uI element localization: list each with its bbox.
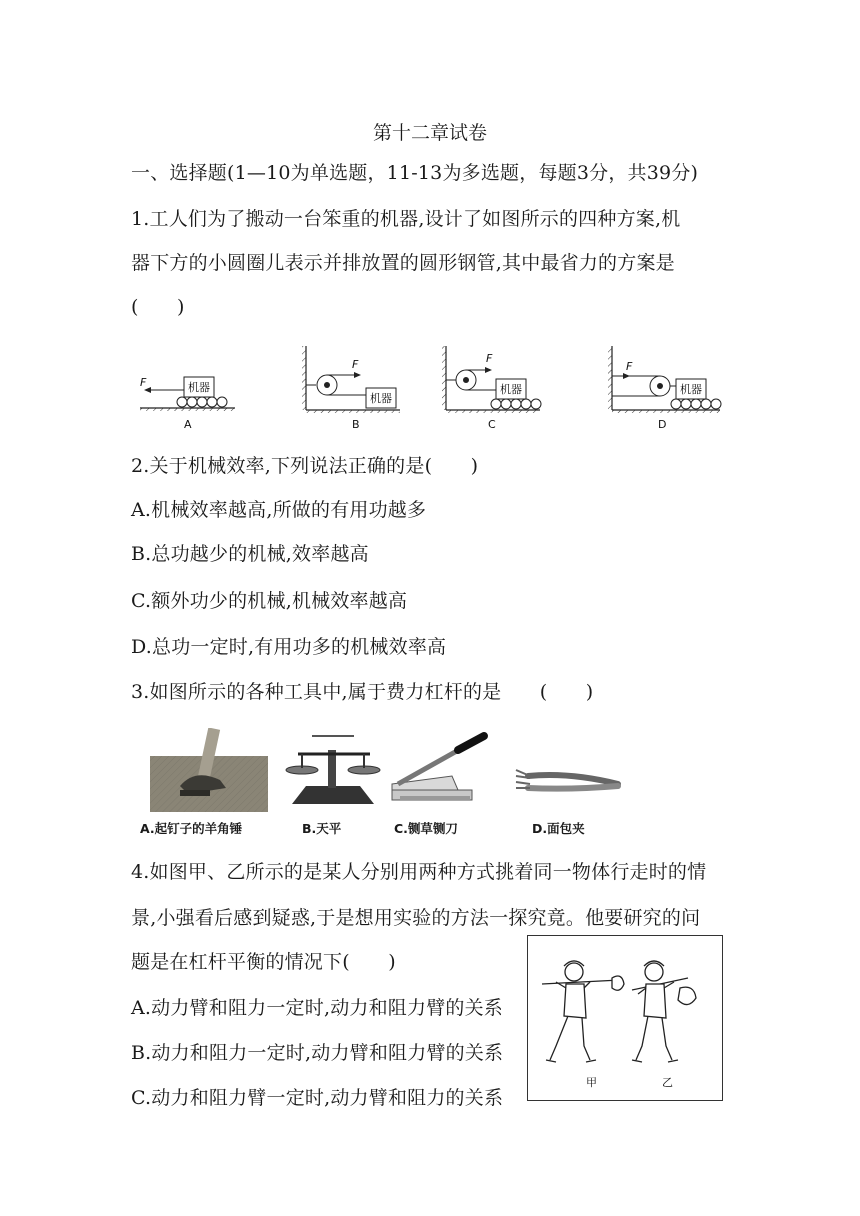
balance-scale-image (286, 736, 380, 804)
q3-stem: 3.如图所示的各种工具中,属于费力杠杆的是 ( ) (131, 681, 594, 703)
q4-option-c: C.动力和阻力臂一定时,动力臂和阻力的关系 (131, 1087, 504, 1109)
svg-text:机器: 机器 (680, 383, 702, 396)
q4-option-a: A.动力臂和阻力一定时,动力和阻力臂的关系 (131, 997, 504, 1019)
svg-text:F: F (486, 352, 493, 365)
q4-line-2: 景,小强看后感到疑惑,于是想用实验的方法一探究竟。他要研究的问 (131, 907, 701, 929)
tool-caption-d: D.面包夹 (532, 821, 585, 836)
q1-figure (130, 342, 730, 432)
svg-text:机器: 机器 (500, 383, 522, 396)
claw-hammer-image (150, 728, 268, 812)
panel-label-d: D (658, 418, 667, 431)
q4-line-1: 4.如图甲、乙所示的是某人分别用两种方式挑着同一物体行走时的情 (131, 861, 707, 883)
q4-figure-frame (527, 935, 723, 1101)
q1-line-1: 1.工人们为了搬动一台笨重的机器,设计了如图所示的四种方案,机 (131, 208, 681, 230)
q4-figure (528, 936, 721, 1099)
q2-option-d: D.总功一定时,有用功多的机械效率高 (131, 636, 447, 658)
q1-line-3: ( ) (131, 296, 185, 318)
machine-label: 机器 (188, 381, 210, 394)
bread-tongs-image (516, 770, 618, 789)
q1-panel-a (140, 376, 235, 431)
force-label: F (140, 376, 147, 389)
straw-cutter-image (392, 736, 484, 800)
q1-panel-d (608, 346, 721, 431)
panel-label-b: B (352, 418, 360, 431)
panel-label-c: C (488, 418, 496, 431)
svg-text:F: F (626, 360, 633, 373)
section-heading: 一、选择题(1—10为单选题，11-13为多选题，每题3分，共39分) (131, 162, 699, 184)
svg-text:F: F (352, 358, 359, 371)
q2-option-b: B.总功越少的机械,效率越高 (131, 543, 369, 565)
tool-caption-a: A.起钉子的羊角锤 (140, 821, 243, 836)
person-jia (542, 961, 624, 1062)
page-title: 第十二章试卷 (372, 122, 487, 144)
q4-line-3: 题是在杠杆平衡的情况下( ) (131, 951, 396, 973)
q1-panel-b (302, 346, 400, 431)
svg-text:机器: 机器 (370, 392, 392, 405)
q3-figure (140, 728, 660, 818)
q2-option-a: A.机械效率越高,所做的有用功越多 (131, 499, 427, 521)
q1-line-2: 器下方的小圆圈儿表示并排放置的圆形钢管,其中最省力的方案是 (131, 252, 675, 274)
tool-caption-b: B.天平 (302, 821, 342, 836)
q2-stem: 2.关于机械效率,下列说法正确的是( ) (131, 455, 479, 477)
q1-panel-c (442, 346, 541, 431)
panel-label-a: A (184, 418, 192, 431)
person-yi (632, 961, 696, 1062)
q4-option-b: B.动力和阻力一定时,动力臂和阻力臂的关系 (131, 1042, 504, 1064)
label-yi: 乙 (662, 1076, 673, 1089)
q2-option-c: C.额外功少的机械,机械效率越高 (131, 590, 408, 612)
label-jia: 甲 (586, 1076, 597, 1089)
tool-caption-c: C.铡草铡刀 (394, 821, 458, 836)
